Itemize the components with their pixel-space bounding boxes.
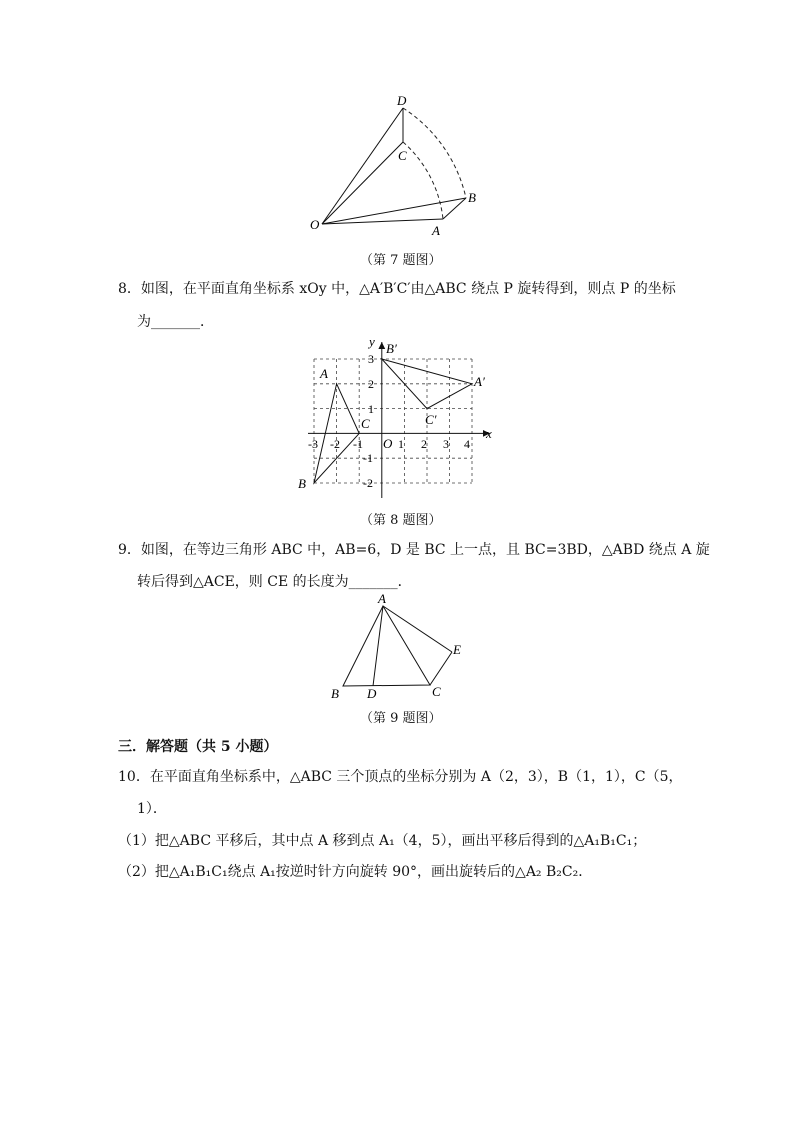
- question-10-line2: 1）．: [137, 801, 167, 817]
- y-axis-label: y: [369, 334, 375, 349]
- label-a: A: [320, 366, 328, 381]
- label-o: O: [310, 217, 320, 232]
- arc-d: [403, 108, 466, 198]
- label-b: B: [298, 476, 306, 491]
- figure-8-coordinate-grid: [290, 332, 502, 504]
- question-8-line1: 8．如图，在平面直角坐标系 xOy 中，△A′B′C′由△ABC 绕点 P 旋转得到，则点 P 的坐标: [118, 281, 676, 297]
- label-c: C: [398, 148, 407, 163]
- segment-ae: [383, 606, 452, 652]
- label-c-prime: C′: [425, 412, 437, 427]
- x-tick: -2: [330, 437, 340, 451]
- label-d: D: [367, 686, 377, 701]
- label-c: C: [432, 684, 441, 699]
- x-tick: 3: [443, 437, 449, 451]
- y-axis-arrow: [378, 342, 385, 349]
- x-tick: -1: [353, 437, 363, 451]
- segment-ce: [430, 652, 452, 685]
- label-e: E: [453, 642, 461, 657]
- section-3-title: 三．解答题（共 5 小题）: [118, 739, 278, 755]
- label-a: A: [378, 591, 386, 606]
- question-8-line2: 为_______．: [137, 314, 214, 330]
- segment-od: [322, 108, 403, 224]
- x-tick: 1: [398, 437, 404, 451]
- x-tick: -3: [308, 437, 318, 451]
- label-a-prime: A′: [474, 374, 485, 389]
- question-9-line1: 9．如图，在等边三角形 ABC 中，AB=6，D 是 BC 上一点，且 BC=3BD，△ABD 绕点 A 旋: [118, 542, 710, 558]
- figure-7: [300, 92, 500, 242]
- figure-8-caption: （第 8 题图）: [360, 513, 442, 528]
- question-10-part2: （2）把△A₁B₁C₁绕点 A₁按逆时针方向旋转 90°，画出旋转后的△A₂ B₂C₂．: [118, 864, 593, 880]
- label-b: B: [331, 686, 339, 701]
- x-tick: 4: [464, 437, 470, 451]
- label-a: A: [432, 223, 440, 238]
- y-tick: 2: [368, 377, 374, 391]
- origin-label: O: [383, 436, 393, 451]
- figure-7-caption: （第 7 题图）: [360, 253, 442, 268]
- segment-ad: [373, 606, 383, 686]
- arc-c: [403, 142, 443, 219]
- x-tick: 2: [421, 437, 427, 451]
- question-10-part1: （1）把△ABC 平移后，其中点 A 移到点 A₁（4，5），画出平移后得到的△A₁B₁C₁；: [118, 833, 647, 849]
- label-b-prime: B′: [386, 341, 397, 356]
- label-c: C: [361, 416, 370, 431]
- question-10-line1: 10．在平面直角坐标系中，△ABC 三个顶点的坐标分别为 A（2，3），B（1，1），C（5，: [118, 769, 683, 785]
- label-d: D: [397, 93, 407, 108]
- y-tick: 1: [368, 402, 374, 416]
- question-9-line2: 转后得到△ACE，则 CE 的长度为_______．: [137, 574, 412, 590]
- y-tick: -2: [363, 476, 373, 490]
- triangle-abc: [343, 606, 430, 686]
- figure-9: [325, 590, 475, 705]
- x-axis-label: x: [486, 426, 492, 441]
- y-tick: 3: [368, 352, 374, 366]
- segment-oa: [322, 219, 443, 224]
- figure-9-caption: （第 9 题图）: [360, 711, 442, 726]
- y-tick: -1: [363, 451, 373, 465]
- label-b: B: [468, 190, 476, 205]
